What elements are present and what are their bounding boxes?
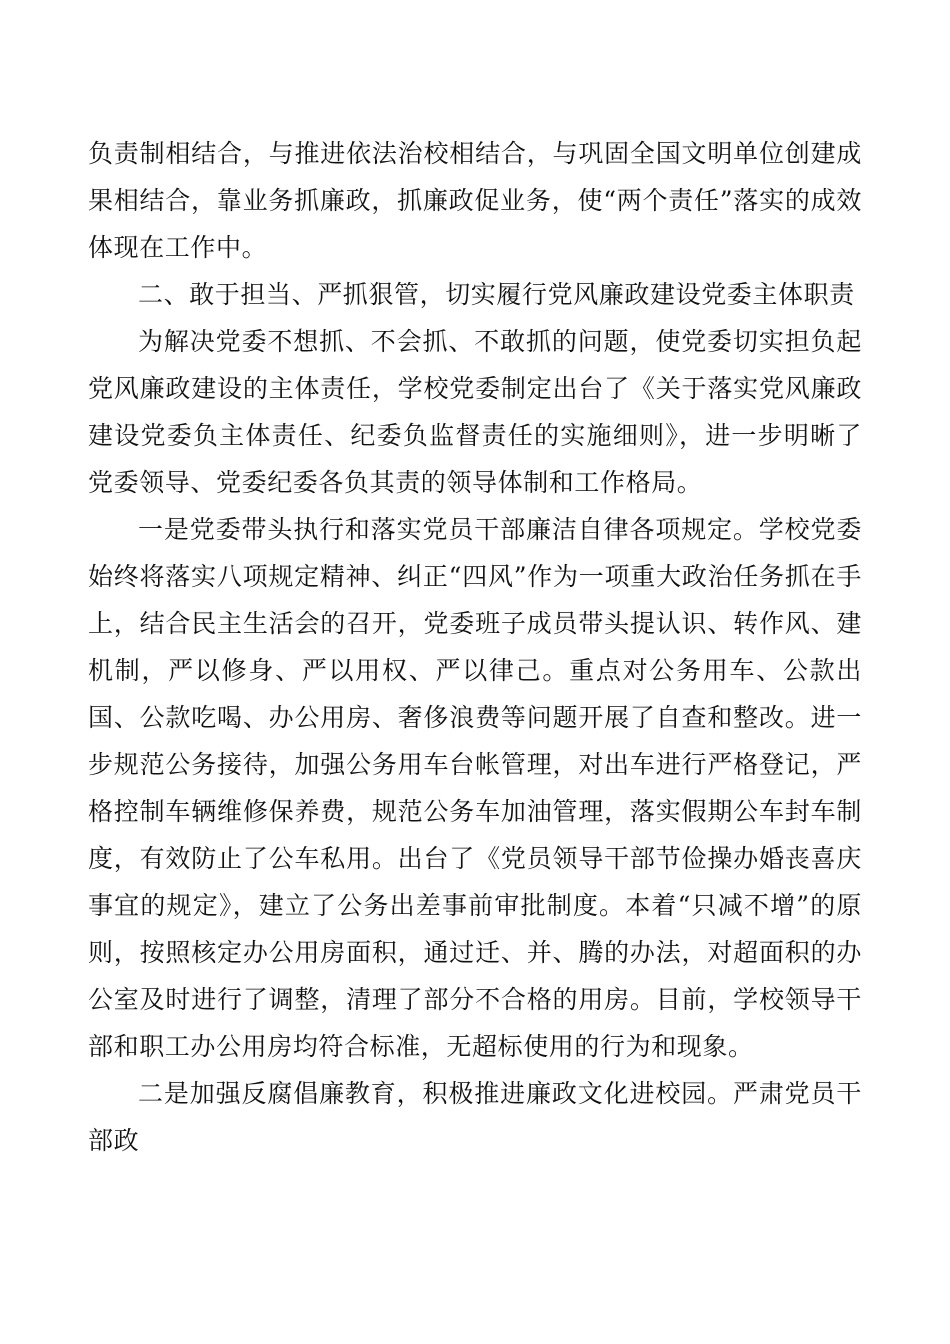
document-body [88, 130, 862, 1164]
paragraph-point-2: 二是加强反腐倡廉教育，积极推进廉政文化进校园。严肃党员干部政 [88, 1079, 862, 1155]
paragraph-point-1: 一是党委带头执行和落实党员干部廉洁自律各项规定。学校党委始终将落实八项规定精神、纠正“四风”作为一项重大政治任务抓在手上，结合民主生活会的召开，党委班子成员带头提认识、转作风、建机制，严以修身、严以用权、严以律己。重点对公务用车、公款出国、公款吃喝、办公用房、奢侈浪费等问题开展了自查和整改。进一步规范公务接待，加强公务用车台帐管理，对出车进行严格登记，严格控制车辆维修保养费，规范公务车加油管理，落实假期公车封车制度，有效防止了公车私用。出台了《党员领导干部节俭操办婚丧喜庆事宜的规定》，建立了公务出差事前审批制度。本着“只减不增”的原则，按照核定办公用房面积，通过迁、并、腾的办法，对超面积的办公室及时进行了调整，清理了部分不合格的用房。目前，学校领导干部和职工办公用房均符合标准，无超标使用的行为和现象。 [88, 515, 862, 1061]
paragraph-intro: 为解决党委不想抓、不会抓、不敢抓的问题，使党委切实担负起党风廉政建设的主体责任，学校党委制定出台了《关于落实党风廉政建设党委负主体责任、纪委负监督责任的实施细则》，进一步明晰了党委领导、党委纪委各负其责的领导体制和工作格局。 [88, 327, 862, 497]
section-heading-2: 二、敢于担当、严抓狠管，切实履行党风廉政建设党委主体职责 [138, 280, 855, 309]
paragraph-continuation: 负责制相结合，与推进依法治校相结合，与巩固全国文明单位创建成果相结合，靠业务抓廉政，抓廉政促业务，使“两个责任”落实的成效体现在工作中。 [88, 139, 862, 262]
